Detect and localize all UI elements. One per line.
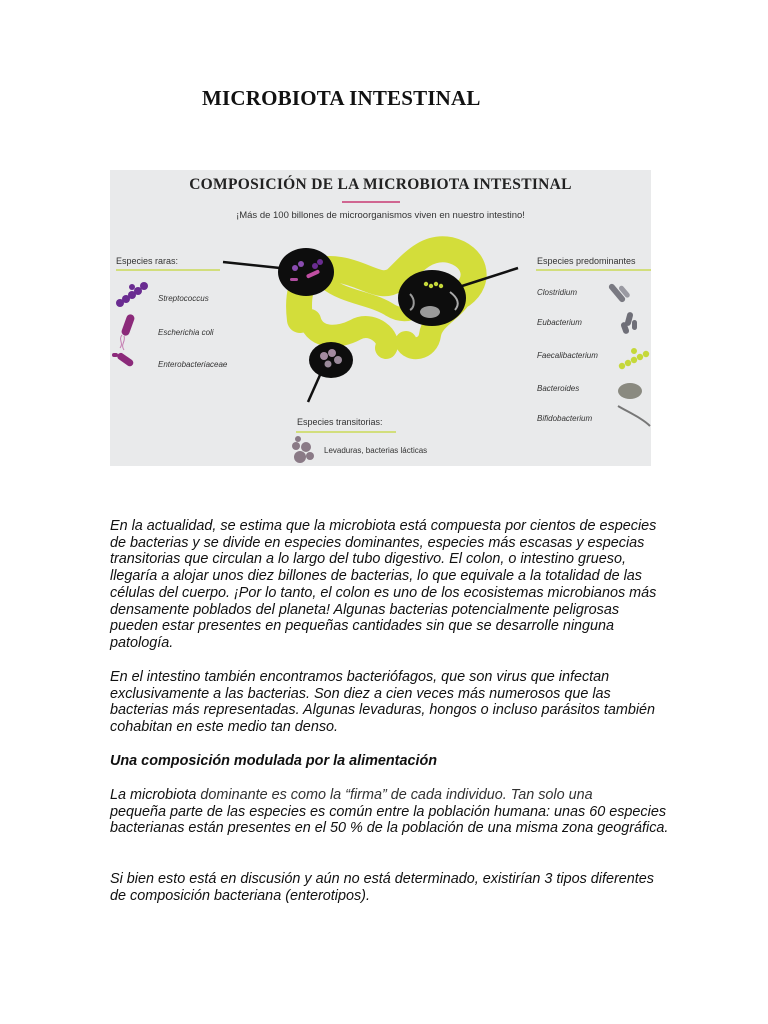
eubacterium-icon <box>620 311 637 334</box>
streptococcus-icon <box>116 282 148 307</box>
clostridium-icon <box>608 283 631 304</box>
transient-species-item: Levaduras, bacterias lácticas <box>324 446 428 455</box>
dominant-species-4: Bacteroides <box>537 384 580 393</box>
rare-species-heading: Especies raras: <box>116 256 179 266</box>
paragraph-3-start: La microbiota <box>110 787 197 803</box>
bifidobacterium-icon <box>618 406 650 426</box>
rare-species-3: Enterobacteriaceae <box>158 360 228 369</box>
dominant-species-1: Clostridium <box>537 288 578 297</box>
paragraph-1: En la actualidad, se estima que la microbiota está compuesta por cientos de especies de bacterias y se divide en especies dominantes, especies más escasas y especias transitorias que circulan a lo largo del tubo digestivo. El colon, o intestino grueso, llegaría a alojar unos diez billones de bacterias, lo que equivale a la totalidad de las células del cuerpo. ¡Por lo tanto, el colon es uno de los ecosistemas microbianos más densamente poblados del planeta! Algunas bacterias potencialmente peligrosas pueden estar presentes en pequeñas cantidades sin que se desarrolle ninguna patología. <box>110 518 657 651</box>
dominant-species-3: Faecalibacterium <box>537 351 598 360</box>
infographic-subtitle: ¡Más de 100 billones de microorganismos viven en nuestro intestino! <box>236 210 525 221</box>
paragraph-3-continued: pequeña parte de las especies es común entre la población humana: unas 60 especies bacterianas están presentes en el 50 % de la población de una misma zona geográfica. <box>110 803 669 837</box>
enterobacteriaceae-icon <box>112 352 135 368</box>
faecalibacterium-icon <box>619 348 649 369</box>
dominant-species-lens <box>398 270 466 326</box>
paragraph-3-rest: dominante es como la “firma” de cada individuo. Tan solo una <box>196 787 593 803</box>
dominant-species-heading: Especies predominantes <box>537 256 636 266</box>
rare-species-lens <box>278 248 334 296</box>
microbiota-infographic <box>110 170 651 466</box>
paragraph-2: En el intestino también encontramos bacteriófagos, que son virus que infectan exclusivamente a las bacterias. Son diez a cien veces más numerosos que las bacterias más representadas. Algunas levaduras, hongos o incluso parásitos también cohabitan en este medio tan denso. <box>110 669 656 736</box>
infographic-title: COMPOSICIÓN DE LA MICROBIOTA INTESTINAL <box>189 176 572 193</box>
paragraph-3 <box>110 787 670 837</box>
document-title: MICROBIOTA INTESTINAL <box>202 86 481 110</box>
dominant-species-2: Eubacterium <box>537 318 582 327</box>
dominant-species-5: Bifidobacterium <box>537 414 593 423</box>
section-heading: Una composición modulada por la alimentación <box>110 753 438 769</box>
rare-species-2: Escherichia coli <box>158 328 214 337</box>
yeast-icon <box>292 436 314 463</box>
paragraph-4: Si bien esto está en discusión y aún no está determinado, existirían 3 tipos diferentes de composición bacteriana (enterotipos). <box>110 871 654 904</box>
transient-species-heading: Especies transitorias: <box>297 417 383 427</box>
bacteroides-icon <box>618 383 642 399</box>
escherichia-coli-icon <box>120 313 136 350</box>
rare-species-1: Streptococcus <box>158 294 209 303</box>
transient-species-lens <box>309 342 353 378</box>
